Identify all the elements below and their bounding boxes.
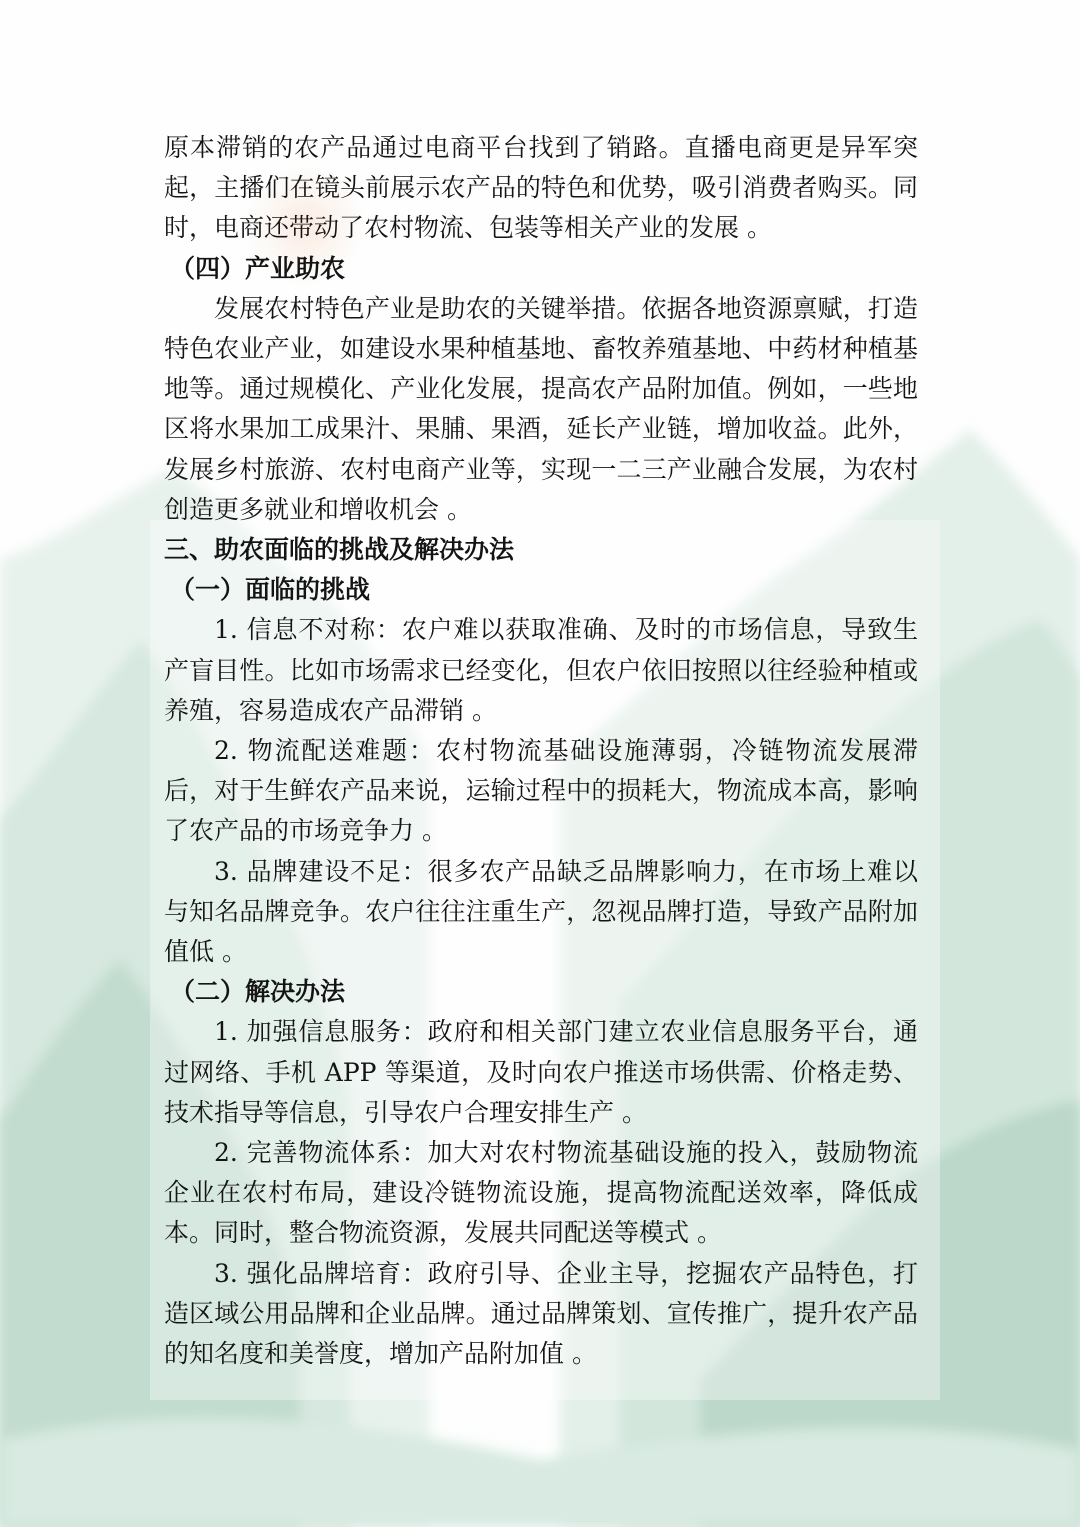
heading-industry-assist: （四）产业助农	[170, 253, 346, 283]
paragraph-industry-assist: 发展农村特色产业是助农的关键举措。依据各地资源禀赋，打造特色农业产业，如建设水果种植基地、畜牧养殖基地、中药材种植基地等。通过规模化、产业化发展，提高农产品附加值。例如，一些地区将水果加工成果汁、果脯、果酒，延长产业链，增加收益。此外，发展乡村旅游、农村电商产业等，实现一二三产业融合发展，为农村创造更多就业和增收机会 。	[164, 293, 918, 524]
document-body	[164, 128, 918, 1374]
paragraph-solution-3: 3. 强化品牌培育：政府引导、企业主导，挖掘农产品特色，打造区域公用品牌和企业品牌。通过品牌策划、宣传推广，提升农产品的知名度和美誉度，增加产品附加值 。	[164, 1258, 918, 1369]
heading-solutions: （二）解决办法	[170, 977, 346, 1007]
paragraph-challenge-1: 1. 信息不对称：农户难以获取准确、及时的市场信息，导致生产盲目性。比如市场需求已经变化，但农户依旧按照以往经验种植或养殖，容易造成农产品滞销 。	[164, 615, 918, 725]
heading-challenges: （一）面临的挑战	[170, 575, 371, 605]
paragraph-ecommerce-tail: 原本滞销的农产品通过电商平台找到了销路。直播电商更是异军突起，主播们在镜头前展示农产品的特色和优势，吸引消费者购买。同时，电商还带动了农村物流、包装等相关产业的发展 。	[164, 133, 918, 243]
heading-section-3: 三、助农面临的挑战及解决办法	[164, 535, 515, 565]
paragraph-solution-1: 1. 加强信息服务：政府和相关部门建立农业信息服务平台，通过网络、手机 APP 等渠道，及时向农户推送市场供需、价格走势、技术指导等信息，引导农户合理安排生产 。	[164, 1017, 918, 1127]
paragraph-challenge-3: 3. 品牌建设不足：很多农产品缺乏品牌影响力，在市场上难以与知名品牌竞争。农户往往注重生产，忽视品牌打造，导致产品附加值低 。	[164, 856, 918, 967]
paragraph-solution-2: 2. 完善物流体系：加大对农村物流基础设施的投入，鼓励物流企业在农村布局，建设冷链物流设施，提高物流配送效率，降低成本。同时，整合物流资源，发展共同配送等模式 。	[164, 1138, 918, 1248]
mountain-base	[0, 1418, 1080, 1527]
paragraph-challenge-2: 2. 物流配送难题：农村物流基础设施薄弱，冷链物流发展滞后，对于生鲜农产品来说，运输过程中的损耗大，物流成本高，影响了农产品的市场竞争力 。	[164, 736, 918, 846]
